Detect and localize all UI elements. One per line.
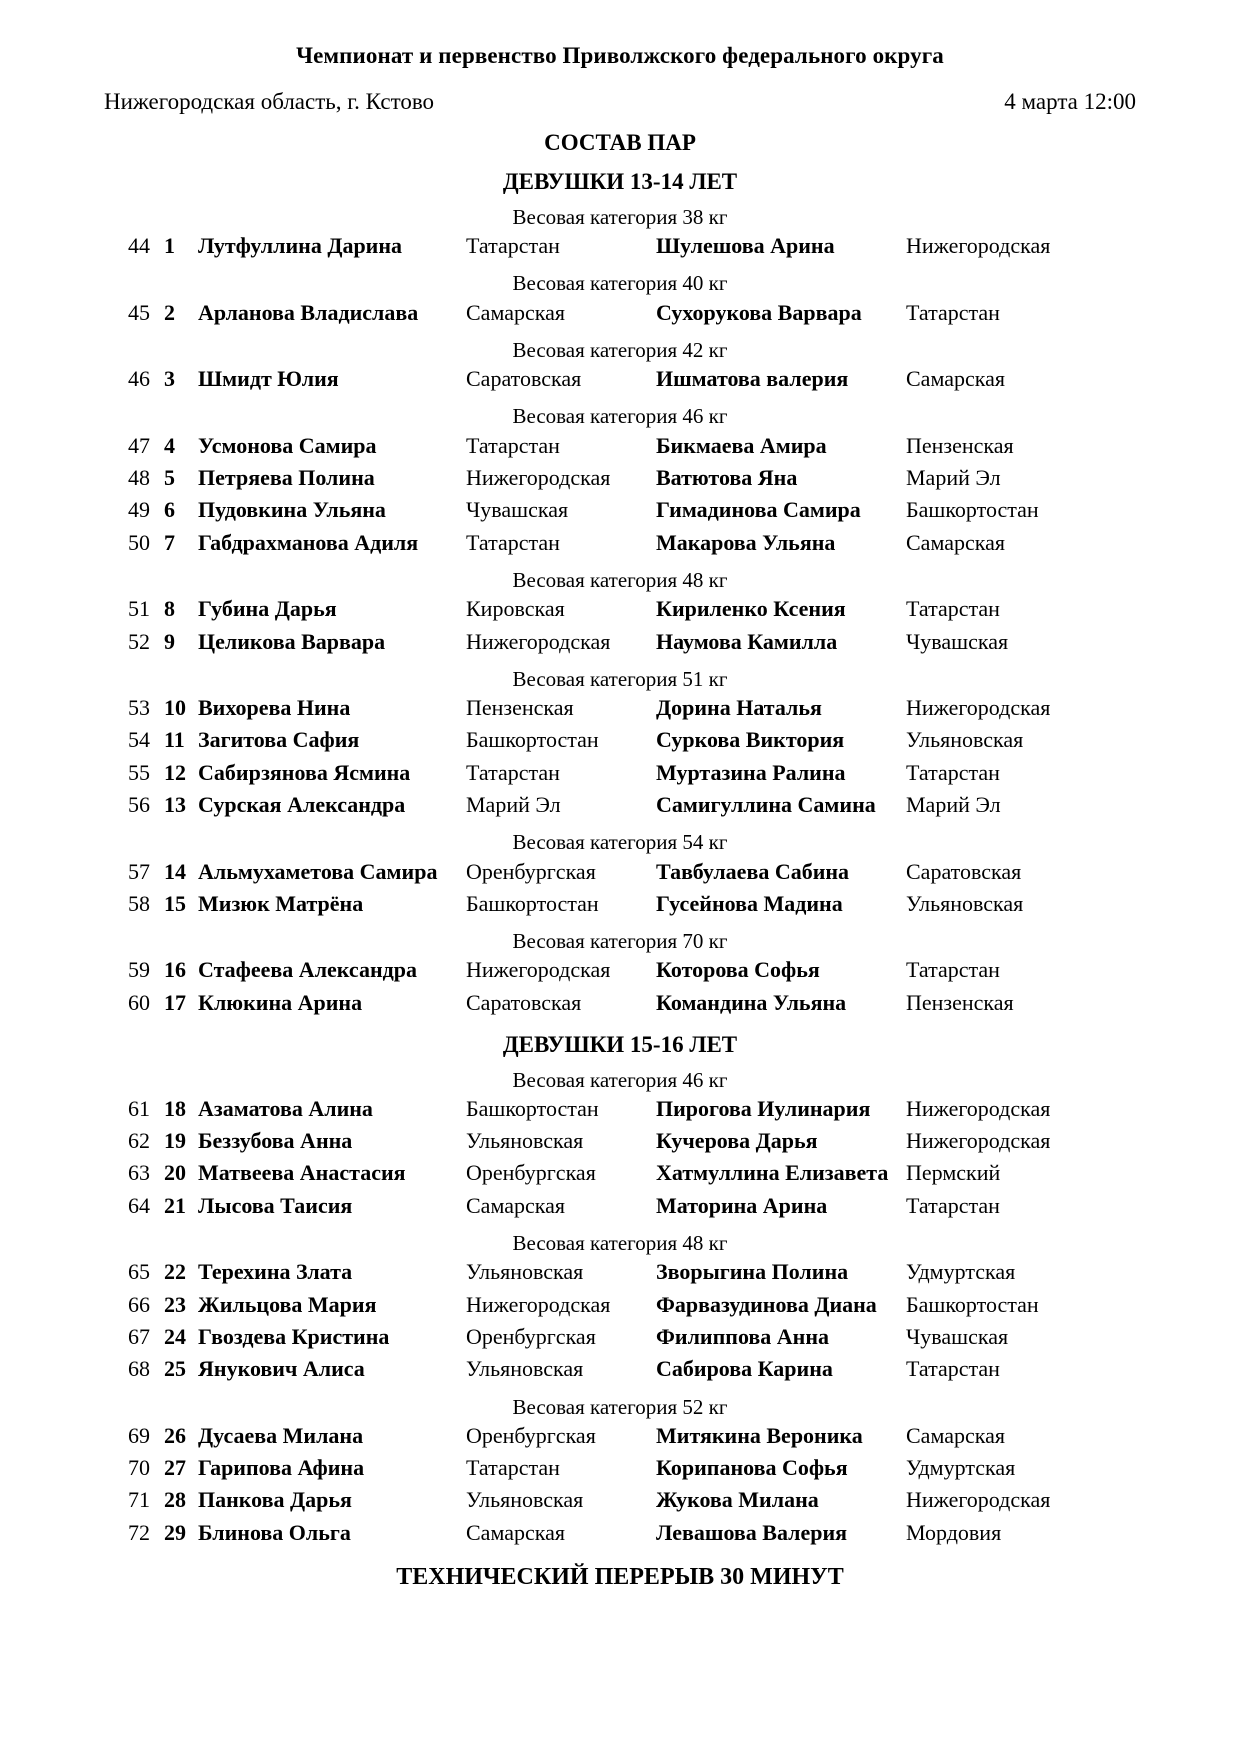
weight-category-heading: Весовая категория 52 кг	[512, 1394, 728, 1419]
pair-number: 9	[164, 628, 175, 654]
mat-number: 67	[128, 1323, 150, 1349]
athlete-region-left: Марий Эл	[466, 792, 561, 817]
athlete-region-left: Пензенская	[466, 695, 574, 721]
mat-number: 57	[128, 858, 150, 884]
weight-category-heading: Весовая категория 42 кг	[512, 337, 728, 362]
athlete-name-left: Пудовкина Ульяна	[198, 497, 386, 523]
athlete-region-left: Саратовская	[466, 366, 582, 392]
athlete-name-left: Дусаева Милана	[198, 1422, 364, 1448]
mat-number: 47	[128, 432, 150, 458]
athlete-name-right: Которова Софья	[656, 957, 820, 983]
mat-number: 45	[128, 299, 150, 325]
mat-number: 66	[128, 1291, 150, 1317]
pair-number: 3	[164, 366, 175, 392]
table-row	[104, 1289, 1136, 1321]
athlete-name-right: Фарвазудинова Диана	[656, 1291, 877, 1317]
athlete-region-right: Чувашская	[906, 1323, 1009, 1349]
athlete-name-left: Гарипова Афина	[198, 1455, 365, 1481]
table-row	[104, 1517, 1136, 1549]
event-location: Нижегородская область, г. Кстово	[104, 88, 435, 114]
athlete-name-right: Ватютова Яна	[656, 465, 798, 490]
pair-number: 25	[164, 1356, 186, 1382]
athlete-region-right: Самарская	[906, 366, 1005, 392]
mat-number: 70	[128, 1455, 150, 1481]
athlete-name-right: Кучерова Дарья	[656, 1128, 818, 1154]
athlete-region-left: Оренбургская	[466, 1323, 596, 1349]
athlete-name-right: Зворыгина Полина	[656, 1259, 849, 1285]
athlete-name-left: Альмухаметова Самира	[198, 858, 438, 884]
table-row	[104, 888, 1136, 920]
pair-number: 12	[164, 759, 186, 785]
mat-number: 50	[128, 529, 150, 555]
athlete-name-right: Левашова Валерия	[656, 1519, 848, 1545]
pair-number: 28	[164, 1487, 186, 1513]
athlete-region-left: Оренбургская	[466, 1422, 596, 1448]
athlete-region-left: Башкортостан	[466, 727, 599, 753]
athlete-region-right: Самарская	[906, 529, 1005, 555]
athlete-region-left: Нижегородская	[466, 628, 611, 654]
weight-category-heading: Весовая категория 46 кг	[512, 404, 728, 429]
table-row	[104, 297, 1136, 329]
pair-number: 22	[164, 1259, 186, 1285]
athlete-region-left: Нижегородская	[466, 957, 611, 983]
athlete-region-right: Удмуртская	[906, 1259, 1016, 1285]
athlete-name-left: Сурская Александра	[198, 792, 406, 817]
athlete-region-right: Башкортостан	[906, 1291, 1039, 1317]
athlete-name-right: Гимадинова Самира	[656, 497, 861, 523]
athlete-region-left: Ульяновская	[466, 1487, 584, 1513]
athlete-region-right: Нижегородская	[906, 695, 1051, 721]
athlete-region-left: Нижегородская	[466, 1291, 611, 1317]
athlete-name-left: Вихорева Нина	[198, 695, 351, 721]
athlete-name-left: Губина Дарья	[198, 596, 337, 622]
pair-number: 17	[164, 989, 186, 1015]
pair-number: 10	[164, 695, 186, 721]
athlete-region-right: Башкортостан	[906, 497, 1039, 523]
athlete-name-right: Бикмаева Амира	[656, 432, 827, 458]
athlete-region-right: Татарстан	[906, 596, 1000, 622]
mat-number: 60	[128, 989, 150, 1015]
weight-category-heading: Весовая категория 48 кг	[512, 567, 728, 592]
pair-number: 20	[164, 1160, 186, 1186]
pair-number: 11	[164, 727, 185, 753]
table-row	[104, 1157, 1136, 1189]
mat-number: 46	[128, 366, 150, 392]
mat-number: 54	[128, 727, 150, 753]
athlete-region-left: Кировская	[466, 596, 565, 622]
mat-number: 48	[128, 465, 150, 490]
table-row	[104, 1321, 1136, 1353]
pair-number: 27	[164, 1455, 186, 1481]
athlete-region-left: Оренбургская	[466, 858, 596, 884]
athlete-name-right: Командина Ульяна	[656, 989, 847, 1015]
mat-number: 56	[128, 792, 150, 817]
athlete-region-right: Татарстан	[906, 299, 1000, 325]
mat-number: 63	[128, 1160, 150, 1186]
athlete-region-right: Мордовия	[906, 1519, 1002, 1545]
athlete-name-right: Сабирова Карина	[656, 1356, 833, 1382]
athlete-name-right: Филиппова Анна	[656, 1323, 830, 1349]
mat-number: 53	[128, 695, 150, 721]
table-row	[104, 1256, 1136, 1288]
athlete-name-right: Митякина Вероника	[656, 1422, 863, 1448]
mat-number: 58	[128, 890, 150, 916]
athlete-region-right: Пермский	[906, 1160, 1001, 1186]
pair-number: 5	[164, 465, 175, 490]
athlete-name-left: Арланова Владислава	[198, 299, 419, 325]
pair-number: 1	[164, 233, 175, 259]
pair-number: 29	[164, 1519, 186, 1545]
table-row	[104, 1452, 1136, 1484]
athlete-name-right: Гусейнова Мадина	[656, 890, 843, 916]
page-title: Чемпионат и первенство Приволжского федерального округа	[296, 43, 944, 68]
mat-number: 72	[128, 1519, 150, 1545]
athlete-name-right: Сухорукова Варвара	[656, 299, 862, 325]
technical-break-note: ТЕХНИЧЕСКИЙ ПЕРЕРЫВ 30 МИНУТ	[396, 1564, 844, 1591]
athlete-name-right: Ишматова валерия	[656, 366, 849, 392]
mat-number: 52	[128, 628, 150, 654]
athlete-region-right: Чувашская	[906, 628, 1009, 654]
athlete-name-right: Хатмуллина Елизавета	[656, 1160, 889, 1186]
athlete-region-right: Нижегородская	[906, 1487, 1051, 1513]
athlete-name-right: Дорина Наталья	[656, 695, 822, 721]
athlete-region-right: Нижегородская	[906, 233, 1051, 259]
athlete-name-left: Лутфуллина Дарина	[198, 233, 403, 259]
athlete-region-right: Нижегородская	[906, 1095, 1051, 1121]
athlete-region-left: Нижегородская	[466, 465, 611, 490]
table-row	[104, 757, 1136, 789]
athlete-region-left: Ульяновская	[466, 1356, 584, 1382]
table-row	[104, 1420, 1136, 1452]
athlete-name-left: Гвоздева Кристина	[198, 1323, 390, 1349]
athlete-region-right: Саратовская	[906, 858, 1022, 884]
table-row	[104, 724, 1136, 756]
pair-number: 16	[164, 957, 186, 983]
age-group-heading: ДЕВУШКИ 13-14 ЛЕТ	[502, 169, 738, 195]
athlete-name-left: Беззубова Анна	[198, 1128, 353, 1154]
athlete-name-right: Маторина Арина	[656, 1192, 828, 1218]
table-row	[104, 789, 1136, 821]
table-row	[104, 593, 1136, 625]
athlete-region-left: Татарстан	[466, 233, 560, 259]
athlete-name-right: Пирогова Иулинария	[656, 1095, 871, 1121]
table-row	[104, 363, 1136, 395]
athlete-name-left: Загитова Сафия	[198, 727, 360, 753]
athlete-name-left: Клюкина Арина	[198, 989, 363, 1015]
table-row	[104, 954, 1136, 986]
athlete-name-left: Габдрахманова Адиля	[198, 529, 419, 555]
athlete-region-right: Самарская	[906, 1422, 1005, 1448]
athlete-region-left: Татарстан	[466, 432, 560, 458]
table-row	[104, 987, 1136, 1019]
pair-number: 2	[164, 299, 175, 325]
athlete-region-right: Пензенская	[906, 432, 1014, 458]
athlete-region-left: Ульяновская	[466, 1128, 584, 1154]
athlete-name-left: Мизюк Матрёна	[198, 890, 364, 916]
weight-category-heading: Весовая категория 48 кг	[512, 1231, 728, 1256]
athlete-name-left: Сабирзянова Ясмина	[198, 759, 411, 785]
athlete-region-left: Саратовская	[466, 989, 582, 1015]
table-row	[104, 527, 1136, 559]
athlete-region-left: Оренбургская	[466, 1160, 596, 1186]
pair-number: 21	[164, 1192, 186, 1218]
athlete-name-right: Корипанова Софья	[656, 1455, 848, 1481]
athlete-region-right: Татарстан	[906, 1356, 1000, 1382]
athlete-name-right: Макарова Ульяна	[656, 529, 836, 555]
athlete-name-right: Муртазина Ралина	[656, 759, 846, 785]
athlete-name-right: Шулешова Арина	[656, 233, 835, 259]
pair-number: 13	[164, 792, 186, 817]
mat-number: 64	[128, 1192, 150, 1218]
athlete-region-left: Самарская	[466, 1192, 565, 1218]
section-title: СОСТАВ ПАР	[544, 129, 696, 155]
table-row	[104, 856, 1136, 888]
table-row	[104, 1484, 1136, 1516]
athlete-name-left: Панкова Дарья	[198, 1487, 352, 1513]
athlete-name-left: Петряева Полина	[198, 465, 375, 490]
mat-number: 62	[128, 1128, 150, 1154]
weight-category-heading: Весовая категория 51 кг	[512, 666, 728, 691]
athlete-region-left: Самарская	[466, 1519, 565, 1545]
pair-number: 23	[164, 1291, 186, 1317]
athlete-region-left: Башкортостан	[466, 890, 599, 916]
table-row	[104, 494, 1136, 526]
athlete-name-right: Самигуллина Самина	[656, 792, 876, 817]
athlete-name-left: Янукович Алиса	[198, 1356, 365, 1382]
weight-category-heading: Весовая категория 54 кг	[512, 830, 728, 855]
athlete-name-left: Стафеева Александра	[198, 957, 418, 983]
athlete-region-right: Марий Эл	[906, 465, 1001, 490]
weight-category-heading: Весовая категория 70 кг	[512, 929, 728, 954]
table-row	[104, 1125, 1136, 1157]
pair-number: 26	[164, 1422, 186, 1448]
pair-list	[104, 168, 1136, 1549]
mat-number: 51	[128, 596, 150, 622]
mat-number: 65	[128, 1259, 150, 1285]
athlete-name-left: Блинова Ольга	[198, 1519, 351, 1545]
athlete-region-right: Татарстан	[906, 759, 1000, 785]
weight-category-heading: Весовая категория 38 кг	[512, 204, 728, 229]
athlete-name-left: Шмидт Юлия	[198, 366, 339, 392]
pair-number: 6	[164, 497, 175, 523]
table-row	[104, 626, 1136, 658]
athlete-region-right: Татарстан	[906, 957, 1000, 983]
pair-number: 4	[164, 432, 175, 458]
athlete-name-right: Кириленко Ксения	[656, 596, 846, 622]
athlete-region-right: Нижегородская	[906, 1128, 1051, 1154]
mat-number: 55	[128, 759, 150, 785]
weight-category-heading: Весовая категория 40 кг	[512, 271, 728, 296]
athlete-region-left: Башкортостан	[466, 1095, 599, 1121]
mat-number: 61	[128, 1095, 150, 1121]
pair-number: 19	[164, 1128, 186, 1154]
event-meta	[104, 89, 1136, 115]
table-row	[104, 462, 1136, 494]
pair-number: 18	[164, 1095, 186, 1121]
athlete-name-left: Матвеева Анастасия	[198, 1160, 406, 1186]
pair-number: 7	[164, 529, 175, 555]
athlete-name-left: Усмонова Самира	[198, 432, 377, 458]
athlete-name-left: Жильцова Мария	[198, 1291, 377, 1317]
athlete-region-left: Татарстан	[466, 1455, 560, 1481]
pair-number: 24	[164, 1323, 186, 1349]
athlete-region-right: Удмуртская	[906, 1455, 1016, 1481]
athlete-region-right: Ульяновская	[906, 727, 1024, 753]
athlete-region-left: Татарстан	[466, 759, 560, 785]
athlete-region-right: Пензенская	[906, 989, 1014, 1015]
athlete-name-left: Терехина Злата	[198, 1259, 353, 1285]
athlete-name-left: Целикова Варвара	[198, 628, 386, 654]
pair-number: 8	[164, 596, 175, 622]
table-row	[104, 1353, 1136, 1385]
mat-number: 44	[128, 233, 150, 259]
mat-number: 59	[128, 957, 150, 983]
event-datetime: 4 марта 12:00	[1004, 88, 1136, 114]
weight-category-heading: Весовая категория 46 кг	[512, 1067, 728, 1092]
athlete-name-right: Суркова Виктория	[656, 727, 845, 753]
pair-number: 15	[164, 890, 186, 916]
mat-number: 68	[128, 1356, 150, 1382]
athlete-region-right: Ульяновская	[906, 890, 1024, 916]
mat-number: 49	[128, 497, 150, 523]
athlete-region-left: Самарская	[466, 299, 565, 325]
mat-number: 71	[128, 1487, 150, 1513]
athlete-name-right: Жукова Милана	[656, 1487, 819, 1513]
athlete-region-left: Татарстан	[466, 529, 560, 555]
athlete-name-left: Лысова Таисия	[198, 1192, 353, 1218]
table-row	[104, 230, 1136, 262]
athlete-name-right: Наумова Камилла	[656, 628, 838, 654]
athlete-region-right: Марий Эл	[906, 792, 1001, 817]
athlete-region-left: Ульяновская	[466, 1259, 584, 1285]
athlete-name-left: Азаматова Алина	[198, 1095, 373, 1121]
athlete-region-right: Татарстан	[906, 1192, 1000, 1218]
athlete-region-left: Чувашская	[466, 497, 569, 523]
mat-number: 69	[128, 1422, 150, 1448]
athlete-name-right: Тавбулаева Сабина	[656, 858, 850, 884]
table-row	[104, 1190, 1136, 1222]
table-row	[104, 1093, 1136, 1125]
table-row	[104, 692, 1136, 724]
pair-number: 14	[164, 858, 186, 884]
table-row	[104, 430, 1136, 462]
age-group-heading: ДЕВУШКИ 15-16 ЛЕТ	[502, 1032, 738, 1058]
